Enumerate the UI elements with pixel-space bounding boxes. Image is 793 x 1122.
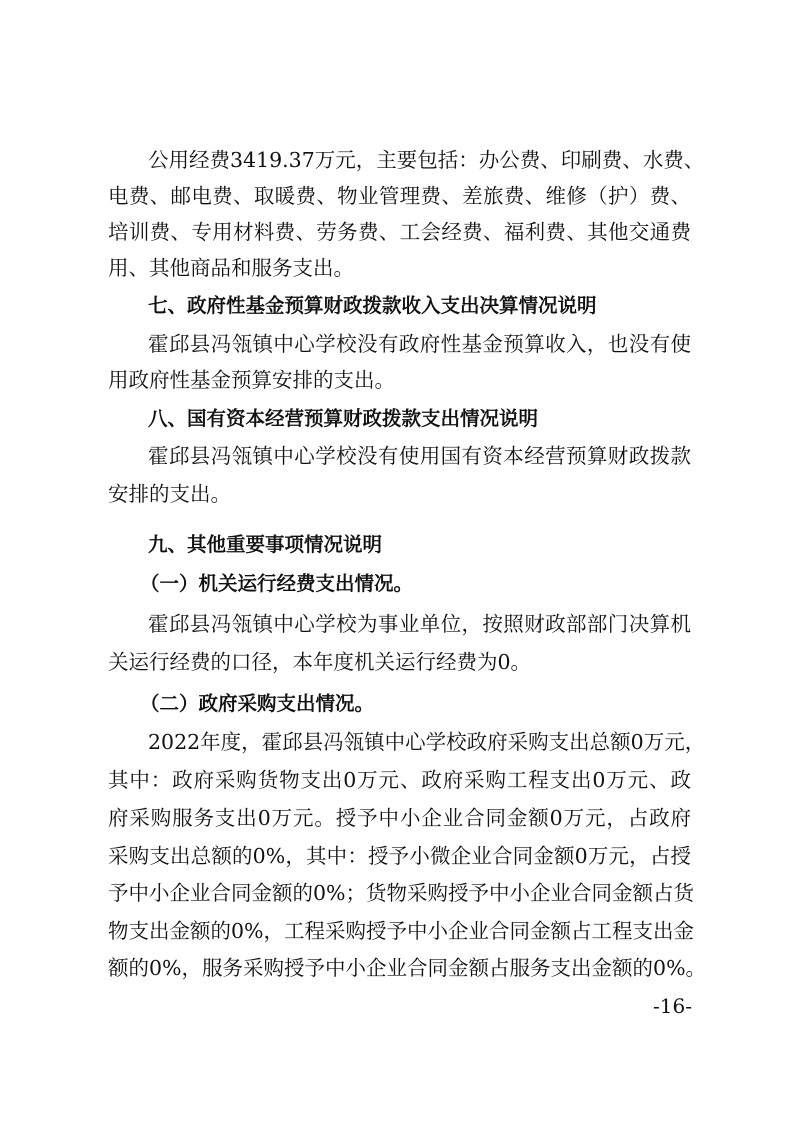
paragraph-line: 物支出金额的0%，工程采购授予中小企业合同金额占工程支出金 bbox=[108, 919, 695, 943]
subsection-heading-2: （二）政府采购支出情况。 bbox=[140, 692, 375, 715]
paragraph-line: 电费、邮电费、取暖费、物业管理费、差旅费、维修（护）费、 bbox=[108, 184, 691, 208]
paragraph-line: 府采购服务支出0万元。授予中小企业合同金额0万元，占政府 bbox=[108, 806, 691, 830]
paragraph-line: 培训费、专用材料费、劳务费、工会经费、福利费、其他交通费 bbox=[108, 220, 691, 244]
paragraph-line: 安排的支出。 bbox=[108, 482, 231, 506]
paragraph-line: 予中小企业合同金额的0%；货物采购授予中小企业合同金额占货 bbox=[108, 881, 695, 905]
section-heading-8: 八、国有资本经营预算财政拨款支出情况说明 bbox=[148, 407, 539, 430]
paragraph-line: 额的0%，服务采购授予中小企业合同金额占服务支出金额的0%。 bbox=[108, 956, 707, 980]
paragraph-line: 采购支出总额的0%，其中：授予小微企业合同金额0万元，占授 bbox=[108, 844, 691, 868]
paragraph-line: 其中：政府采购货物支出0万元、政府采购工程支出0万元、政 bbox=[108, 768, 691, 792]
section-heading-7: 七、政府性基金预算财政拨款收入支出决算情况说明 bbox=[148, 294, 597, 317]
section-heading-9: 九、其他重要事项情况说明 bbox=[148, 533, 383, 556]
subsection-heading-1: （一）机关运行经费支出情况。 bbox=[140, 572, 414, 595]
paragraph-line: 霍邱县冯瓴镇中心学校为事业单位，按照财政部部门决算机 bbox=[148, 612, 691, 636]
paragraph-line: 用政府性基金预算安排的支出。 bbox=[108, 368, 395, 392]
paragraph-line: 霍邱县冯瓴镇中心学校没有政府性基金预算收入，也没有使 bbox=[148, 332, 691, 356]
page-number: -16- bbox=[653, 994, 692, 1018]
paragraph-line: 霍邱县冯瓴镇中心学校没有使用国有资本经营预算财政拨款 bbox=[148, 444, 691, 468]
paragraph-line: 用、其他商品和服务支出。 bbox=[108, 256, 354, 280]
paragraph-line: 公用经费3419.37万元，主要包括：办公费、印刷费、水费、 bbox=[148, 148, 705, 172]
paragraph-line: 2022年度，霍邱县冯瓴镇中心学校政府采购支出总额0万元， bbox=[148, 730, 706, 754]
paragraph-line: 关运行经费的口径，本年度机关运行经费为0。 bbox=[108, 650, 532, 674]
